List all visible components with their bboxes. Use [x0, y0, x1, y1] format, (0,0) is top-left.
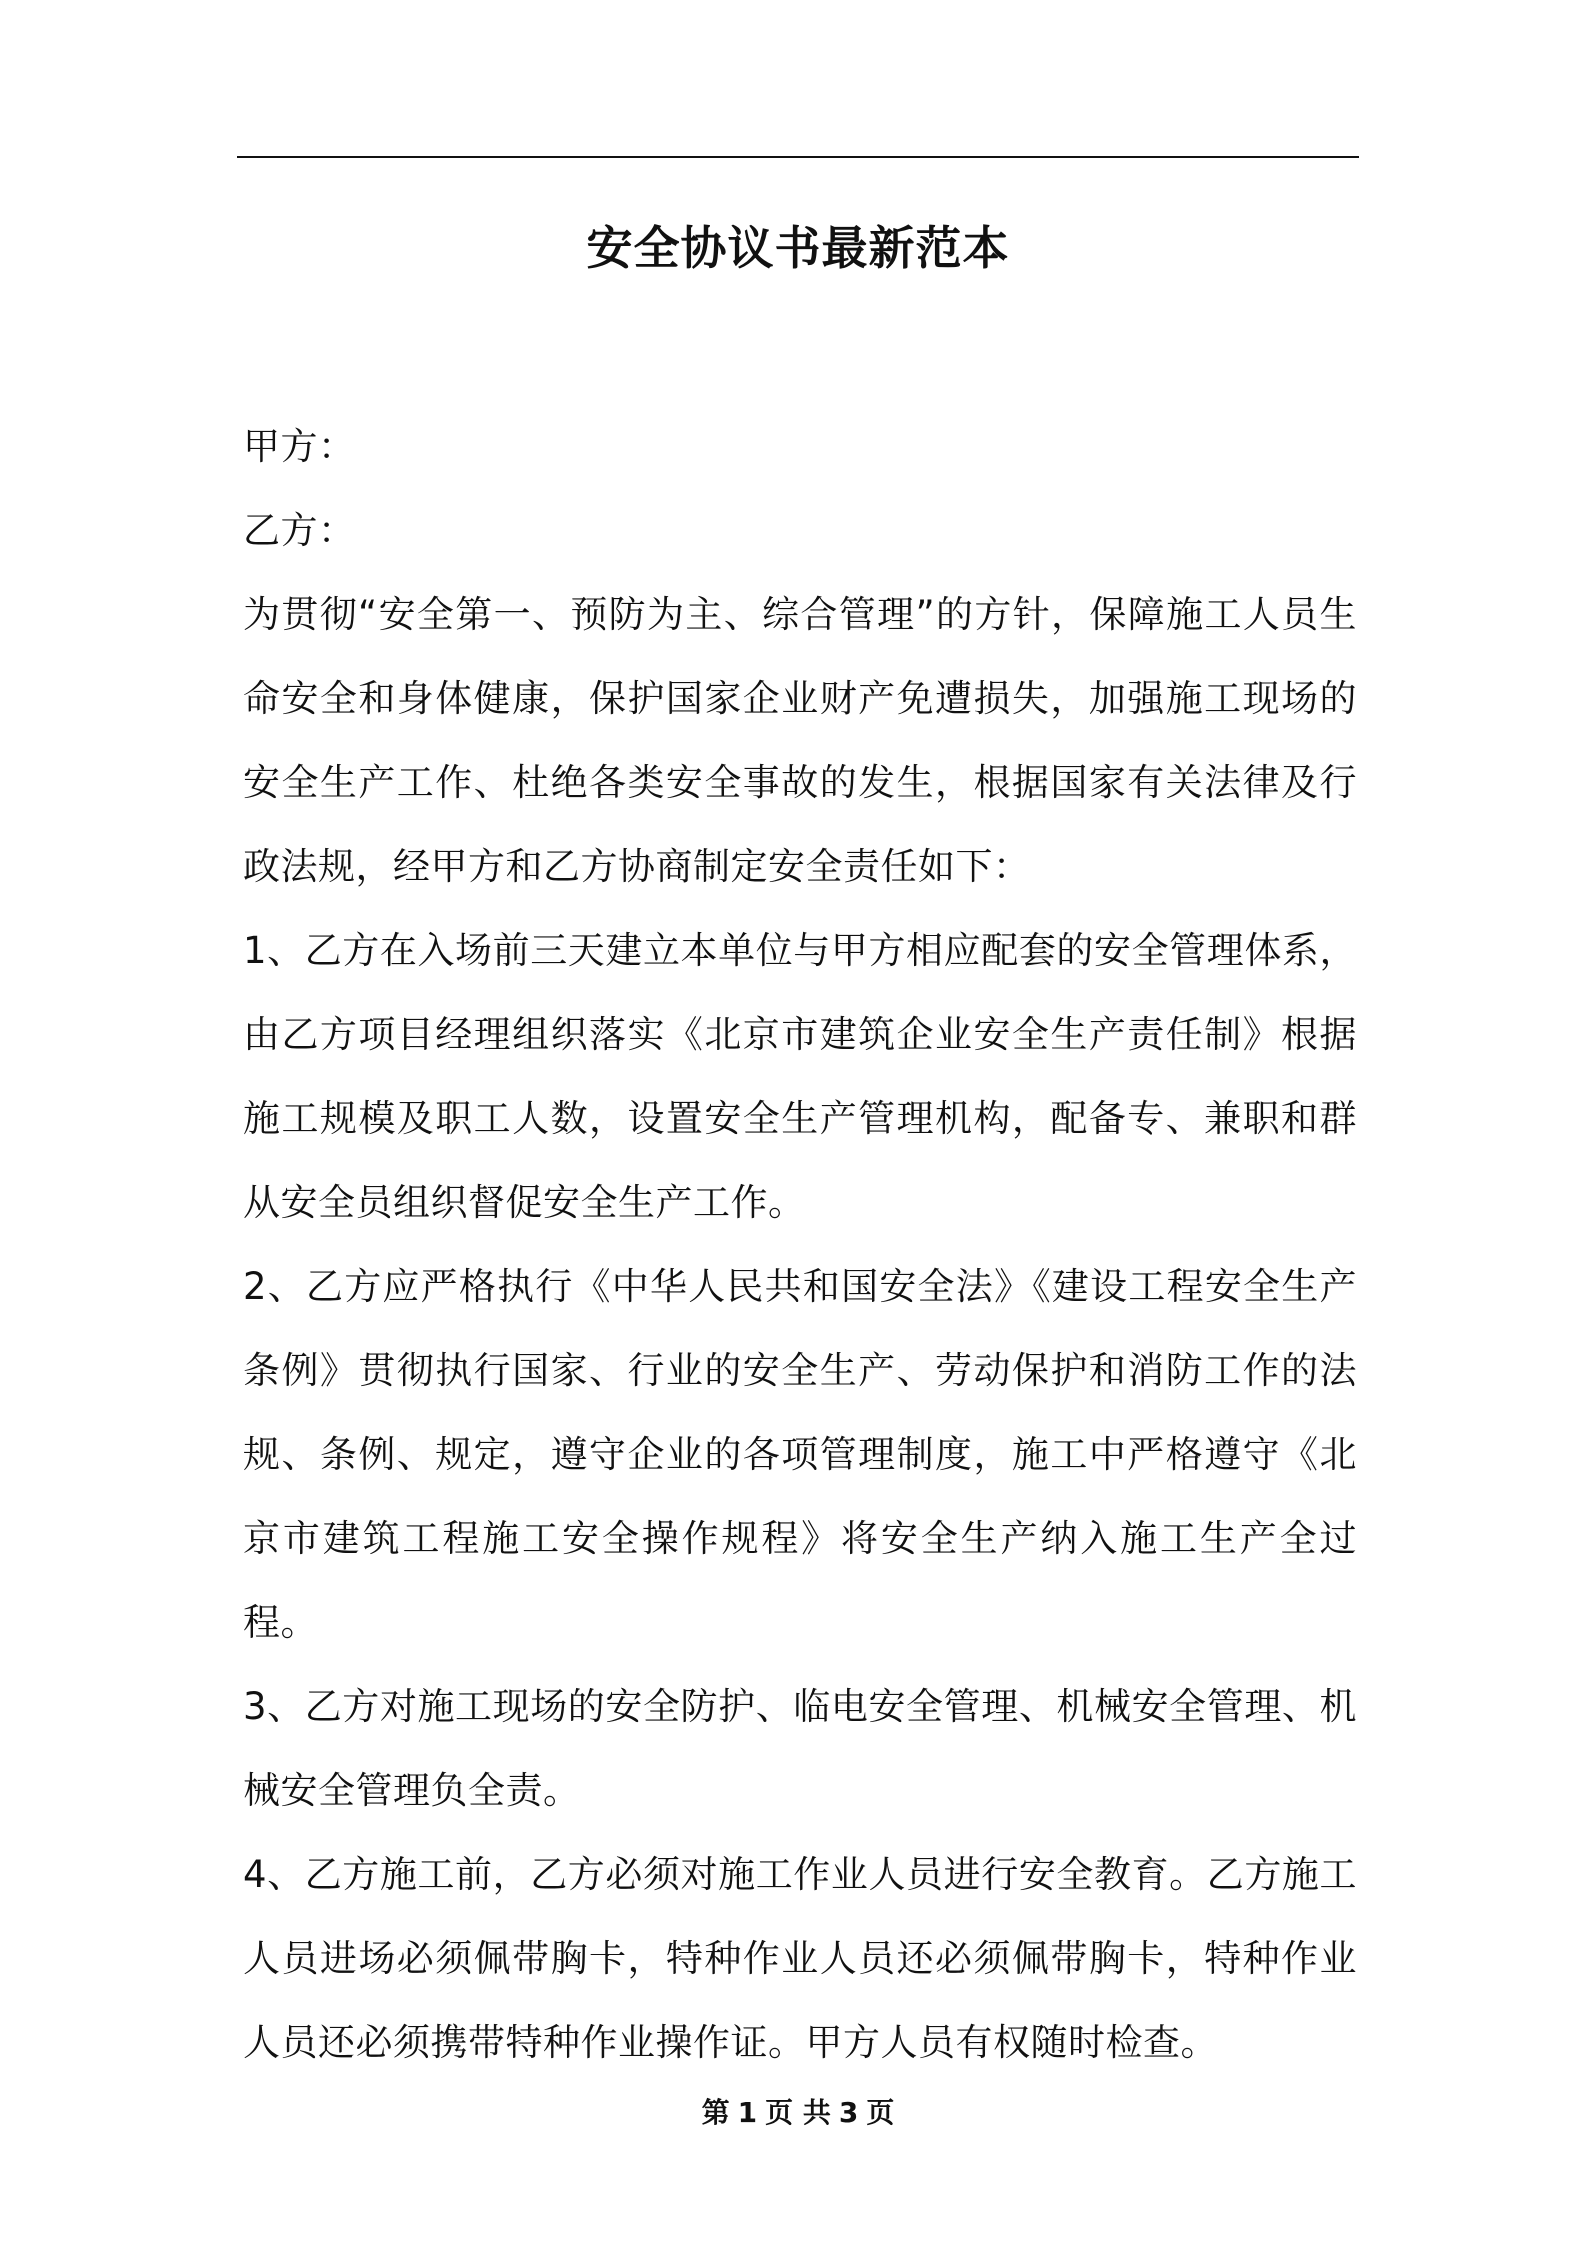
footer-suffix: 页	[866, 2096, 895, 2129]
clause-1-paragraph: 1、乙方在入场前三天建立本单位与甲方相应配套的安全管理体系，由乙方项目经理组织落实《北京市建筑企业安全生产责任制》根据施工规模及职工人数，设置安全生产管理机构，配备专、兼职和群从安全员组织督促安全生产工作。	[243, 929, 1357, 1224]
footer-middle: 页 共	[765, 2096, 831, 2129]
footer-total-pages: 3	[838, 2096, 859, 2129]
intro-paragraph: 为贯彻“安全第一、预防为主、综合管理”的方针，保障施工人员生命安全和身体健康，保护国家企业财产免遭损失，加强施工现场的安全生产工作、杜绝各类安全事故的发生，根据国家有关法律及行政法规，经甲方和乙方协商制定安全责任如下：	[243, 593, 1357, 888]
clause-3-paragraph: 3、乙方对施工现场的安全防护、临电安全管理、机械安全管理、机械安全管理负全责。	[243, 1685, 1357, 1812]
document-body	[243, 405, 1357, 2085]
clause-4-paragraph: 4、乙方施工前，乙方必须对施工作业人员进行安全教育。乙方施工人员进场必须佩带胸卡，特种作业人员还必须佩带胸卡，特种作业人员还必须携带特种作业操作证。甲方人员有权随时检查。	[243, 1853, 1357, 2064]
footer-prefix: 第	[701, 2096, 730, 2129]
header-rule	[237, 156, 1359, 158]
party-a-line: 甲方：	[243, 425, 356, 468]
document-title: 安全协议书最新范本	[586, 221, 1010, 275]
party-b-line: 乙方：	[243, 509, 356, 552]
page-footer	[237, 2093, 1359, 2133]
clause-2-paragraph: 2、乙方应严格执行《中华人民共和国安全法》《建设工程安全生产条例》贯彻执行国家、行业的安全生产、劳动保护和消防工作的法规、条例、规定，遵守企业的各项管理制度，施工中严格遵守《北京市建筑工程施工安全操作规程》将安全生产纳入施工生产全过程。	[243, 1265, 1357, 1644]
footer-current-page: 1	[737, 2096, 758, 2129]
